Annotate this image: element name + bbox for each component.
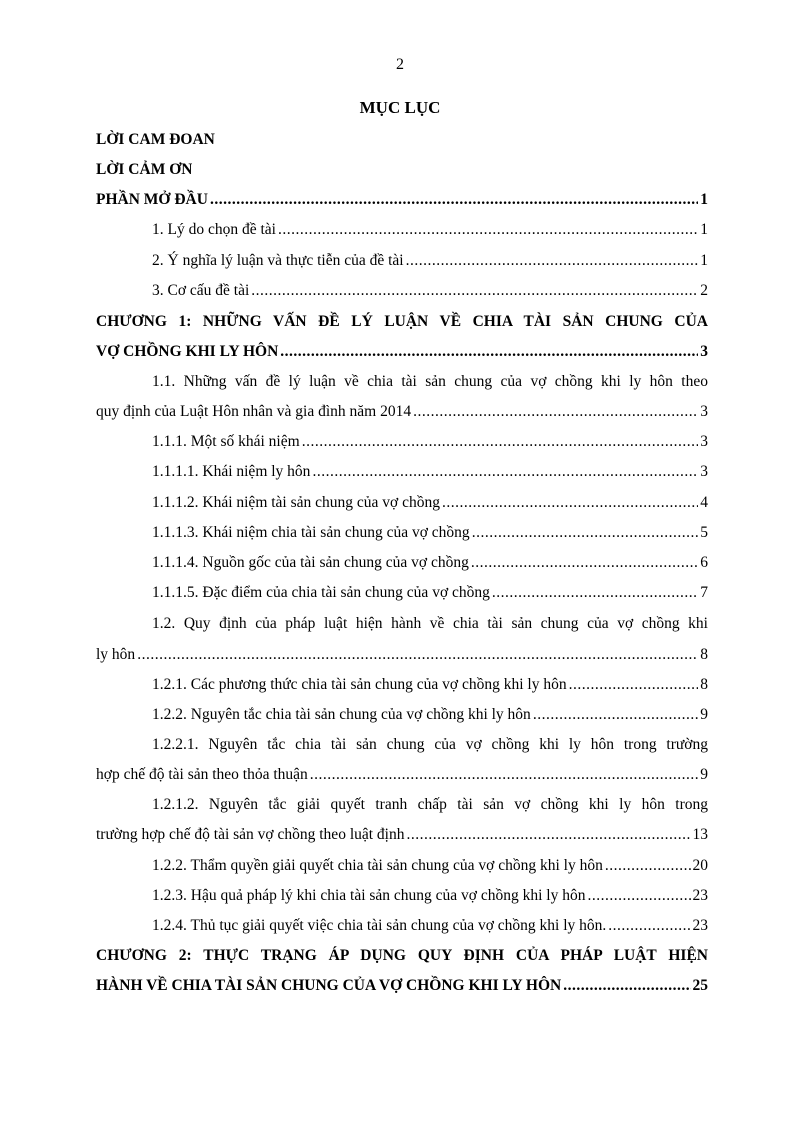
toc-entry-text: 1.1.1.4. Nguồn gốc của tài sản chung của vợ chồng	[152, 554, 469, 571]
toc-entry-text: 1.1.1.2. Khái niệm tài sản chung của vợ chồng	[152, 494, 440, 511]
leader-dots	[406, 246, 699, 276]
toc-entry-loi-cam-doan[interactable]	[96, 125, 215, 155]
toc-entry-text: 1. Lý do chọn đề tài	[152, 221, 276, 238]
toc-entry-text: quy định của Luật Hôn nhân và gia đình năm 2014	[96, 403, 412, 420]
toc-page-number: 9	[700, 706, 708, 723]
leader-dots	[312, 457, 698, 487]
toc-entry-text: 1.2.2.1. Nguyên tắc chia tài sản chung của vợ chồng khi ly hôn trong trường	[152, 736, 708, 753]
toc-entry-text: 1.1.1.1. Khái niệm ly hôn	[152, 463, 311, 480]
leader-dots	[471, 548, 698, 578]
toc-entry-1-1-1-5[interactable]	[152, 578, 708, 608]
toc-entry-chuong-2-line1[interactable]	[96, 941, 708, 971]
leader-dots	[472, 518, 699, 548]
toc-page-number: 23	[692, 917, 708, 934]
toc-entry-y-nghia[interactable]	[152, 246, 708, 276]
toc-entry-text: 3. Cơ cấu đề tài	[152, 282, 250, 299]
toc-entry-text: HÀNH VỀ CHIA TÀI SẢN CHUNG CỦA VỢ CHỒNG KHI LY HÔN	[96, 977, 562, 994]
toc-page-number: 3	[700, 463, 708, 480]
toc-entry-chuong-2-line2[interactable]	[96, 971, 708, 1001]
toc-entry-text: 1.1.1. Một số khái niệm	[152, 433, 300, 450]
leader-dots	[278, 215, 698, 245]
toc-entry-text: trường hợp chế độ tài sản vợ chồng theo luật định	[96, 826, 405, 843]
toc-page-number: 1	[700, 191, 708, 208]
leader-dots	[588, 881, 691, 911]
toc-entry-1-1-1-2[interactable]	[152, 488, 708, 518]
toc-page-number: 2	[700, 282, 708, 299]
toc-entry-text: CHƯƠNG 2: THỰC TRẠNG ÁP DỤNG QUY ĐỊNH CỦA PHÁP LUẬT HIỆN	[96, 947, 708, 964]
toc-entry-1-2-3[interactable]	[152, 881, 708, 911]
toc-page-number: 7	[700, 584, 708, 601]
toc-page-number: 13	[692, 826, 708, 843]
toc-entry-text: PHẦN MỞ ĐẦU	[96, 191, 208, 208]
leader-dots	[413, 397, 698, 427]
toc-entry-1-2-1-2-line2[interactable]	[96, 820, 708, 850]
toc-entry-chuong-1-line1[interactable]	[96, 307, 708, 337]
toc-entry-text: ly hôn	[96, 646, 136, 663]
toc-page-number: 1	[700, 221, 708, 238]
toc-entry-1-1-line1[interactable]	[152, 367, 708, 397]
toc-entry-1-1-line2[interactable]	[96, 397, 708, 427]
toc-entry-loi-cam-on[interactable]	[96, 155, 192, 185]
toc-entry-1-2-line1[interactable]	[152, 609, 708, 639]
toc-entry-1-1-1-3[interactable]	[152, 518, 708, 548]
toc-entry-text: 1.2.2. Thẩm quyền giải quyết chia tài sản chung của vợ chồng khi ly hôn	[152, 857, 603, 874]
toc-entry-text: hợp chế độ tài sản theo thỏa thuận	[96, 766, 308, 783]
toc-page-number: 5	[700, 524, 708, 541]
leader-dots	[210, 185, 698, 215]
toc-entry-text: CHƯƠNG 1: NHỮNG VẤN ĐỀ LÝ LUẬN VỀ CHIA TÀI SẢN CHUNG CỦA	[96, 313, 708, 330]
toc-page-number: 8	[700, 676, 708, 693]
toc-entry-chuong-1-line2[interactable]	[96, 337, 708, 367]
leader-dots	[407, 820, 691, 850]
leader-dots	[302, 427, 699, 457]
leader-dots	[605, 851, 691, 881]
toc-page-number: 23	[692, 887, 708, 904]
toc-entry-text: LỜI CẢM ƠN	[96, 161, 193, 178]
toc-entry-text: VỢ CHỒNG KHI LY HÔN	[96, 343, 279, 360]
toc-page-number: 9	[700, 766, 708, 783]
leader-dots	[533, 700, 698, 730]
toc-entry-1-1-1-1[interactable]	[152, 457, 708, 487]
toc-entry-1-2-2-1-line1[interactable]	[152, 730, 708, 760]
toc-entry-1-2-2-1-line2[interactable]	[96, 760, 708, 790]
toc-page-number: 8	[700, 646, 708, 663]
toc-page-number: 25	[692, 977, 708, 994]
toc-page-number: 20	[692, 857, 708, 874]
leader-dots	[563, 971, 690, 1001]
toc-entry-text: 1.1. Những vấn đề lý luận về chia tài sản chung của vợ chồng khi ly hôn theo	[152, 373, 708, 390]
toc-entry-1-2-1[interactable]	[152, 670, 708, 700]
toc-entry-text: 1.2. Quy định của pháp luật hiện hành về chia tài sản chung của vợ chồng khi	[152, 615, 708, 632]
toc-entry-co-cau[interactable]	[152, 276, 708, 306]
toc-title: MỤC LỤC	[359, 98, 441, 117]
toc-entry-1-2-line2[interactable]	[96, 640, 708, 670]
toc-entry-text: 1.2.2. Nguyên tắc chia tài sản chung của vợ chồng khi ly hôn	[152, 706, 531, 723]
toc-entry-phan-mo-dau[interactable]	[96, 185, 708, 215]
leader-dots	[442, 488, 698, 518]
toc-entry-1-1-1-4[interactable]	[152, 548, 708, 578]
toc-entry-text: 1.1.1.3. Khái niệm chia tài sản chung của vợ chồng	[152, 524, 470, 541]
leader-dots	[310, 760, 698, 790]
page-number: 2	[396, 56, 404, 73]
toc-page-number: 3	[700, 343, 708, 360]
toc-entry-text: 1.2.1.2. Nguyên tắc giải quyết tranh chấp tài sản vợ chồng khi ly hôn trong	[152, 796, 708, 813]
toc-entry-1-1-1[interactable]	[152, 427, 708, 457]
toc-entry-1-2-1-2-line1[interactable]	[152, 790, 708, 820]
toc-entry-text: 1.2.4. Thủ tục giải quyết việc chia tài sản chung của vợ chồng khi ly hôn.	[152, 917, 607, 934]
toc-entry-text: LỜI CAM ĐOAN	[96, 131, 215, 148]
toc-page-number: 6	[700, 554, 708, 571]
leader-dots	[492, 578, 698, 608]
toc-entry-text: 1.2.1. Các phương thức chia tài sản chung của vợ chồng khi ly hôn	[152, 676, 567, 693]
toc-entry-text: 2. Ý nghĩa lý luận và thực tiễn của đề tài	[152, 252, 404, 269]
leader-dots	[280, 337, 698, 367]
toc-entry-1-2-2[interactable]	[152, 700, 708, 730]
toc-entry-text: 1.2.3. Hậu quả pháp lý khi chia tài sản chung của vợ chồng khi ly hôn	[152, 887, 586, 904]
leader-dots	[569, 670, 699, 700]
toc-entry-ly-do[interactable]	[152, 215, 708, 245]
toc-entry-text: 1.1.1.5. Đặc điểm của chia tài sản chung của vợ chồng	[152, 584, 490, 601]
toc-page-number: 4	[700, 494, 708, 511]
toc-entry-1-2-4[interactable]	[152, 911, 708, 941]
toc-page-number: 3	[700, 433, 708, 450]
toc-page-number: 3	[700, 403, 708, 420]
toc-entry-1-2-2b[interactable]	[152, 851, 708, 881]
leader-dots	[137, 640, 698, 670]
toc-page-number: 1	[700, 252, 708, 269]
leader-dots	[608, 911, 690, 941]
leader-dots	[251, 276, 698, 306]
